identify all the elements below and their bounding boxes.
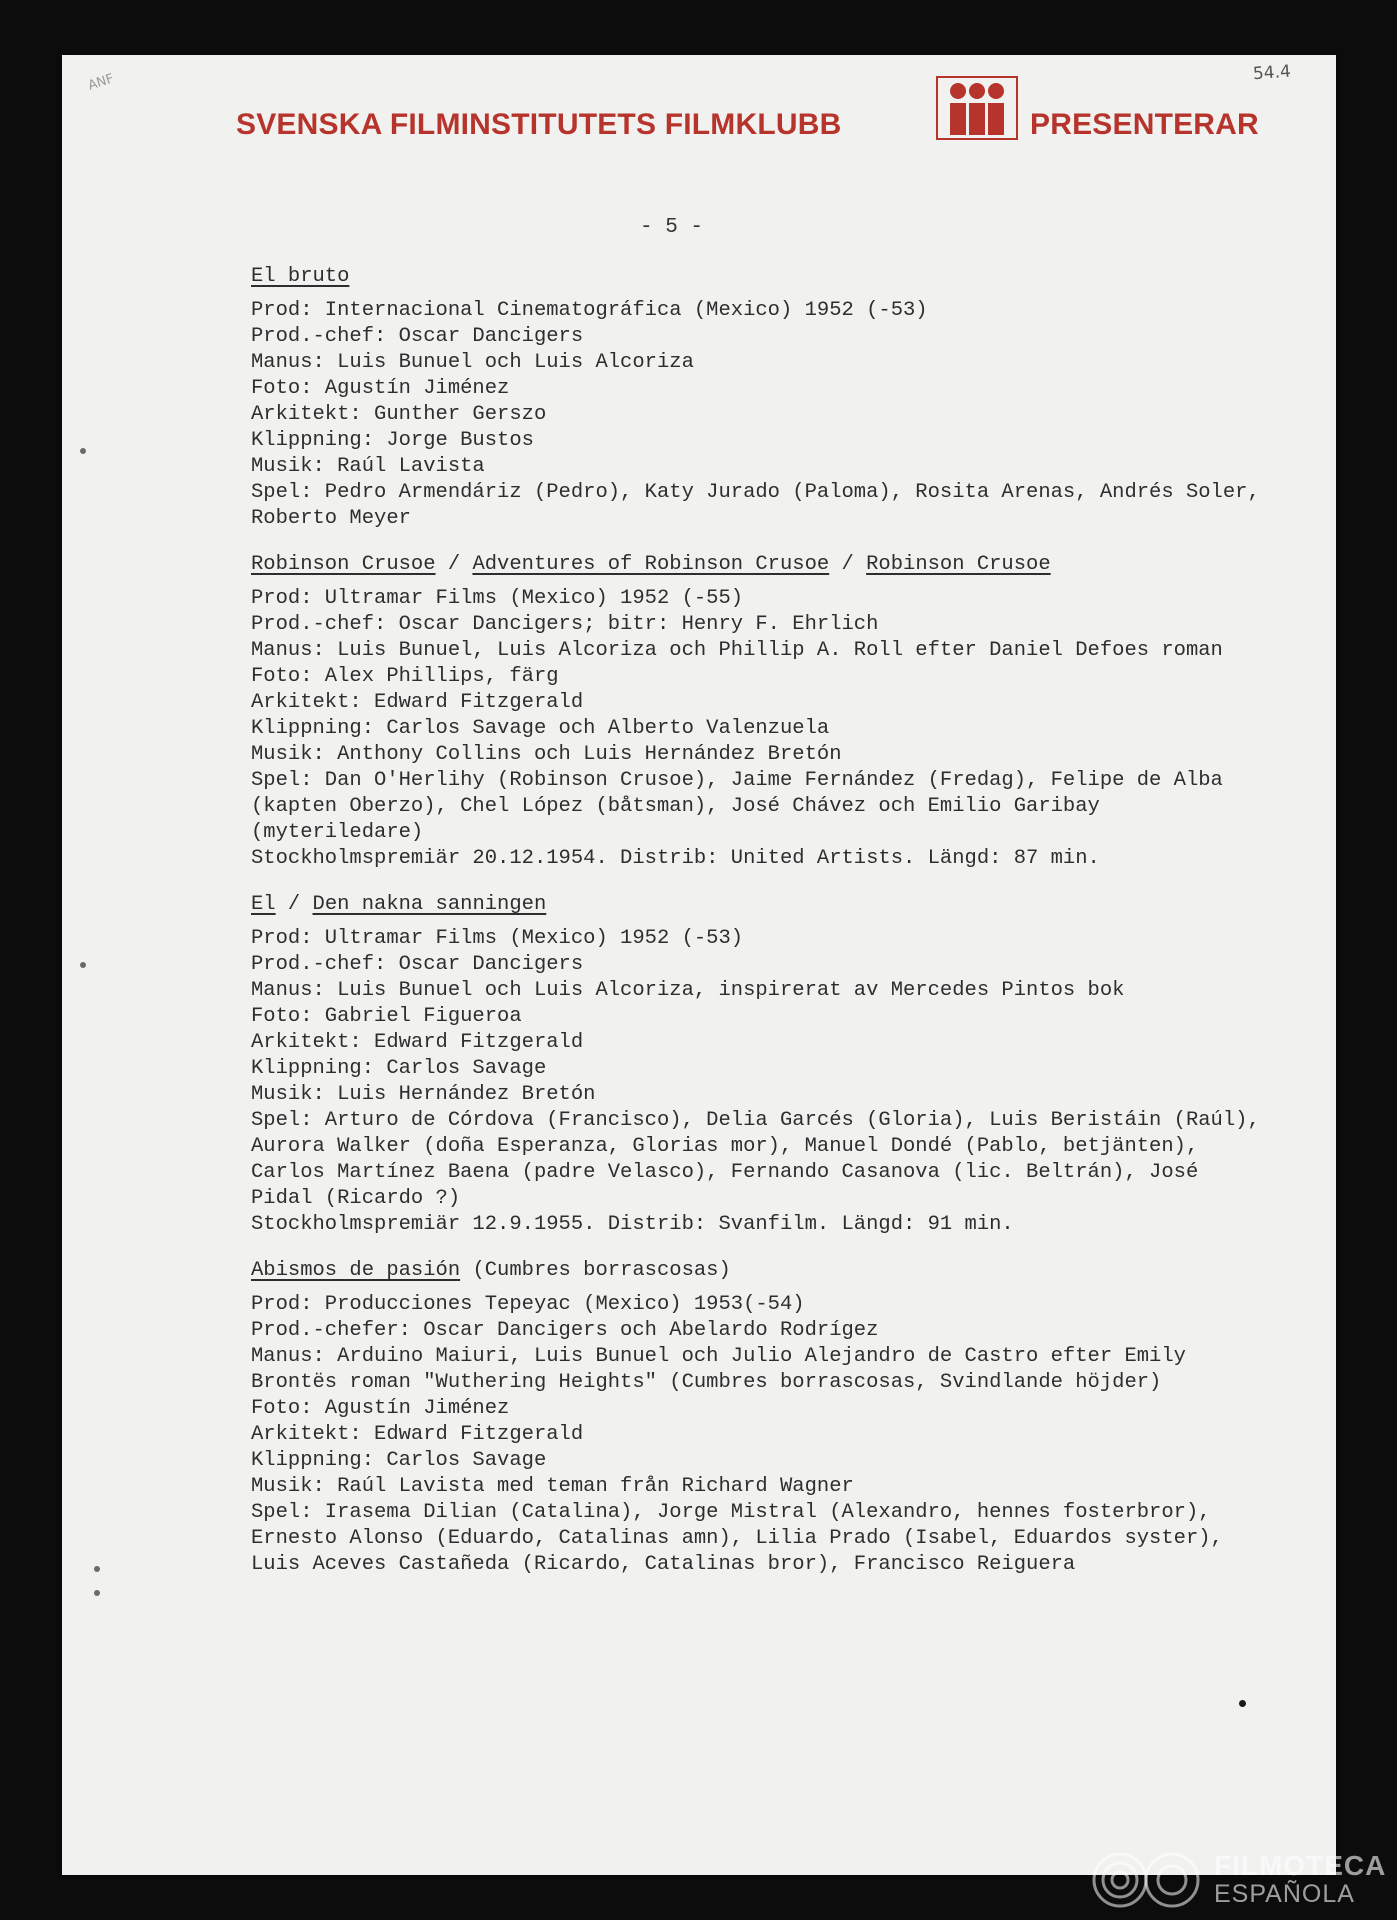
filmoteca-watermark [1088, 1848, 1388, 1912]
credit-line: Musik: Raúl Lavista med teman från Richard Wagner [251, 1475, 854, 1498]
title-separator: / [275, 893, 313, 916]
credit-line: Klippning: Carlos Savage [251, 1057, 547, 1080]
punch-hole [94, 1590, 100, 1596]
film-title [251, 892, 1271, 918]
film-title-text: Den nakna sanningen [312, 893, 547, 916]
credit-line: Klippning: Carlos Savage [251, 1449, 547, 1472]
credit-line: Arkitekt: Edward Fitzgerald [251, 1423, 584, 1446]
credit-line: Prod.-chef: Oscar Dancigers [251, 325, 584, 348]
film-title-text: El [251, 893, 276, 916]
credit-line: Musik: Raúl Lavista [251, 455, 485, 478]
page-number: - 5 - [640, 216, 704, 239]
film-title-text: Robinson Crusoe [251, 553, 436, 576]
credit-line: Klippning: Jorge Bustos [251, 429, 534, 452]
credit-line: Arkitekt: Gunther Gerszo [251, 403, 547, 426]
film-entry [251, 892, 1271, 1238]
letterhead [236, 76, 1276, 144]
credit-line: Prod.-chef: Oscar Dancigers; bitr: Henry F. Ehrlich [251, 613, 879, 636]
credit-line: Manus: Arduino Maiuri, Luis Bunuel och Julio Alejandro de Castro efter Emily Brontës roman "Wuthering Heights" (Cumbres borrascosas, Svindlande höjder) [251, 1345, 1186, 1394]
watermark-line2: ESPAÑOLA [1214, 1880, 1355, 1908]
film-title [251, 1258, 1271, 1284]
film-title [251, 552, 1271, 578]
credit-line: Spel: Dan O'Herlihy (Robinson Crusoe), Jaime Fernández (Fredag), Felipe de Alba (kapten Oberzo), Chel López (båtsman), José Chávez och Emilio Garibay (myteriledare) [251, 769, 1223, 844]
film-title-text: El bruto [251, 265, 350, 288]
margin-note: ANF [86, 71, 116, 94]
film-list [251, 264, 1271, 1598]
folio-number: 54.4 [1252, 61, 1292, 85]
film-entry [251, 264, 1271, 532]
credit-line: Manus: Luis Bunuel, Luis Alcoriza och Phillip A. Roll efter Daniel Defoes roman [251, 639, 1223, 662]
credit-line: Prod.-chef: Oscar Dancigers [251, 953, 584, 976]
film-title-text: Abismos de pasión [251, 1259, 461, 1282]
letterhead-left-text: SVENSKA FILMINSTITUTETS FILMKLUBB [236, 108, 842, 141]
title-separator: / [435, 553, 473, 576]
film-title [251, 264, 1271, 290]
credit-line: Klippning: Carlos Savage och Alberto Valenzuela [251, 717, 830, 740]
watermark-line1: FILMOTECA [1214, 1850, 1387, 1881]
title-separator: (Cumbres borrascosas) [460, 1259, 731, 1282]
credit-line: Prod: Internacional Cinematográfica (Mexico) 1952 (-53) [251, 299, 928, 322]
film-entry [251, 552, 1271, 872]
film-title-text: Adventures of Robinson Crusoe [472, 553, 830, 576]
punch-hole [80, 962, 86, 968]
credit-line: Manus: Luis Bunuel och Luis Alcoriza [251, 351, 694, 374]
credit-line: Arkitekt: Edward Fitzgerald [251, 691, 584, 714]
credit-line: Prod: Producciones Tepeyac (Mexico) 1953(-54) [251, 1293, 805, 1316]
punch-hole [94, 1566, 100, 1572]
credit-line: Prod: Ultramar Films (Mexico) 1952 (-55) [251, 587, 744, 610]
credit-line: Prod.-chefer: Oscar Dancigers och Abelardo Rodrígez [251, 1319, 879, 1342]
credit-line: Arkitekt: Edward Fitzgerald [251, 1031, 584, 1054]
credit-line: Foto: Agustín Jiménez [251, 377, 510, 400]
credit-line: Musik: Anthony Collins och Luis Hernández Bretón [251, 743, 842, 766]
filmoteca-logo-icon [1088, 1848, 1206, 1912]
punch-hole [80, 448, 86, 454]
credit-line: Foto: Alex Phillips, färg [251, 665, 559, 688]
credit-line: Prod: Ultramar Films (Mexico) 1952 (-53) [251, 927, 744, 950]
credit-line: Foto: Agustín Jiménez [251, 1397, 510, 1420]
filmklubb-logo [936, 76, 1018, 140]
title-separator: / [829, 553, 867, 576]
film-entry [251, 1258, 1271, 1578]
credit-line: Foto: Gabriel Figueroa [251, 1005, 522, 1028]
letterhead-right-text: PRESENTERAR [1030, 108, 1259, 141]
end-dot [1239, 1700, 1246, 1707]
credit-line: Manus: Luis Bunuel och Luis Alcoriza, inspirerat av Mercedes Pintos bok [251, 979, 1125, 1002]
credit-line: Spel: Pedro Armendáriz (Pedro), Katy Jurado (Paloma), Rosita Arenas, Andrés Soler, Roberto Meyer [251, 481, 1260, 530]
film-title-text: Robinson Crusoe [866, 553, 1051, 576]
credit-line: Musik: Luis Hernández Bretón [251, 1083, 596, 1106]
credit-line: Spel: Irasema Dilian (Catalina), Jorge Mistral (Alexandro, hennes fosterbror), Ernesto Alonso (Eduardo, Catalinas amn), Lilia Prado (Isabel, Eduardos syster), Luis Aceves Castañeda (Ricardo, Catalinas bror), Francisco Reiguera [251, 1501, 1223, 1576]
credit-line: Stockholmspremiär 12.9.1955. Distrib: Svanfilm. Längd: 91 min. [251, 1213, 1014, 1236]
credit-line: Spel: Arturo de Córdova (Francisco), Delia Garcés (Gloria), Luis Beristáin (Raúl), Aurora Walker (doña Esperanza, Glorias mor), Manuel Dondé (Pablo, betjänten), Carlos Martínez Baena (padre Velasco), Fernando Casanova (lic. Beltrán), José Pidal (Ricardo ?) [251, 1109, 1260, 1210]
credit-line: Stockholmspremiär 20.12.1954. Distrib: United Artists. Längd: 87 min. [251, 847, 1100, 870]
